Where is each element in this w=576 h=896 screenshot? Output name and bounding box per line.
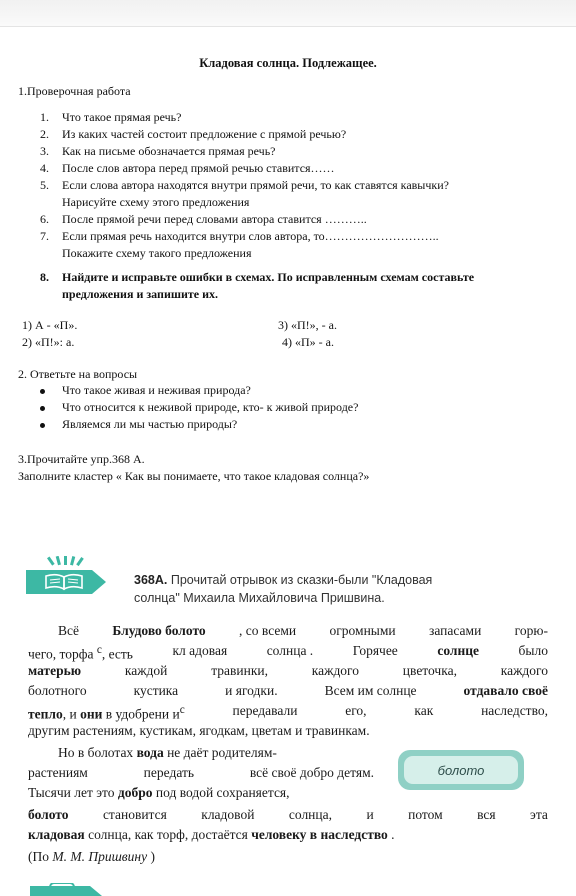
bullet-dot [40, 423, 45, 428]
q8-text: Найдите и исправьте ошибки в схемах. По исправленным схемам составьте [62, 270, 475, 284]
story-line-12: (По М. М. Пришвину ) [28, 849, 155, 864]
exercise-heading [134, 571, 544, 607]
bullet-3: Являемся ли мы частью природы? [62, 417, 238, 431]
page-title: Кладовая солнца. Подлежащее. [199, 56, 377, 70]
next-exercise-icon [30, 883, 110, 896]
q4-number: 4. [40, 161, 49, 175]
q5-number: 5. [40, 178, 49, 192]
section-1-heading: 1.Проверочная работа [18, 84, 131, 98]
q4-text: После слов автора перед прямой речью ставится…… [62, 161, 335, 175]
story-line-5: тепло, и они в удобрени $и^с$ передавали его, как наследство, [28, 703, 548, 722]
q6-text: После прямой речи перед словами автора ставится ……….. [62, 212, 367, 226]
story-line-9: Тысячи лет это добро под водой сохраняется, [28, 785, 290, 800]
q6-number: 6. [40, 212, 49, 226]
story-line-1: Всё Блудово болото , со всеми огромными запасами горю- [58, 623, 548, 638]
q7-text-line2: Покажите схему такого предложения [62, 246, 252, 260]
vocabulary-tag-label: болото [404, 756, 518, 784]
story-line-2: чего, торфа $^с$, есть кл адовая солнца . Горячее солнце было [28, 643, 548, 662]
bullet-2: Что относится к неживой природе, кто- к живой природе? [62, 400, 359, 414]
exercise-number: 368А. [134, 573, 168, 587]
q2-text: Из каких частей состоит предложение с прямой речью? [62, 127, 347, 141]
q7-text: Если прямая речь находится внутри слов автора, то……………………….. [62, 229, 439, 243]
top-band [0, 0, 576, 27]
bullet-1: Что такое живая и неживая природа? [62, 383, 251, 397]
story-line-6: другим растениям, кустикам, ягодкам, цветам и травинкам. [28, 723, 370, 738]
exercise-task-line1: Прочитай отрывок из сказки-были "Кладовая [167, 573, 433, 587]
q5-text-line2: Нарисуйте схему этого предложения [62, 195, 250, 209]
open-book-icon [22, 556, 110, 594]
scheme-4: 4) «П» - а. [282, 335, 334, 349]
bullet-dot [40, 389, 45, 394]
q3-text: Как на письме обозначается прямая речь? [62, 144, 276, 158]
q7-number: 7. [40, 229, 49, 243]
vocabulary-tag [398, 750, 524, 790]
story-line-4: болотного кустика и ягодки. Всем им солнце отдавало своё [28, 683, 548, 698]
story-line-11: кладовая солнца, как торф, достаётся человеку в наследство . [28, 827, 395, 842]
section-2-heading: 2. Ответьте на вопросы [18, 367, 138, 381]
story-line-7: Но в болотах вода не даёт родителям- [58, 745, 277, 760]
bullet-dot [40, 406, 45, 411]
story-line-10: болото становится кладовой солнца, и потом вся эта [28, 807, 548, 822]
section-3-heading: 3.Прочитайте упр.368 А. [18, 452, 145, 466]
exercise-task-line2: солнца" Михаила Михайловича Пришвина. [134, 591, 385, 605]
q1-number: 1. [40, 110, 49, 124]
q8-text-line2: предложения и запишите их. [62, 287, 219, 301]
q5-text: Если слова автора находятся внутри прямой речи, то как ставятся кавычки? [62, 178, 449, 192]
scheme-1: 1) А - «П». [22, 318, 78, 332]
scheme-3: 3) «П!», - а. [278, 318, 337, 332]
q2-number: 2. [40, 127, 49, 141]
textbook-excerpt [0, 538, 576, 896]
cluster-task: Заполните кластер « Как вы понимаете, что такое кладовая солнца?» [18, 469, 370, 483]
q8-number: 8. [40, 270, 49, 284]
story-line-3: матерью каждой травинки, каждого цветочка, каждого [28, 663, 548, 678]
q3-number: 3. [40, 144, 49, 158]
q1-text: Что такое прямая речь? [62, 110, 182, 124]
story-line-8: растениям передать всё своё добро детям. [28, 765, 374, 780]
scheme-2: 2) «П!»: а. [22, 335, 75, 349]
